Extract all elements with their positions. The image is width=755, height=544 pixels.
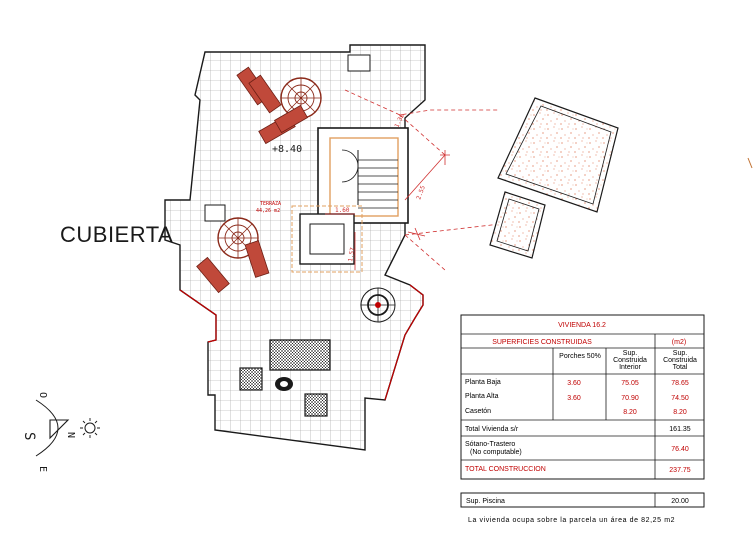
total-vivienda-value: 161.35	[669, 426, 691, 433]
dim-4: 1.30	[393, 112, 406, 129]
elevation-label: +8.40	[272, 144, 303, 155]
row-total: 74.50	[671, 395, 689, 402]
round-table	[361, 288, 395, 322]
row-label: Casetón	[465, 408, 492, 415]
edge-mark	[748, 158, 752, 168]
terrace-label: TERRAZA	[260, 201, 282, 207]
table-unit: (m2)	[671, 339, 687, 346]
header-total-3: Total	[672, 364, 688, 371]
chimney	[348, 55, 370, 71]
row-label: Planta Baja	[465, 379, 501, 386]
footnote: La vivienda ocupa sobre la parcela un área de 82,25 m2	[468, 517, 676, 524]
dim-1: 1.60	[335, 207, 350, 214]
total-vivienda-label: Total Vivienda s/r	[465, 426, 519, 433]
terrace-area: 44,26 m2	[256, 208, 281, 214]
detached-area-large	[498, 98, 618, 212]
header-total-2: Construida	[663, 357, 697, 364]
row-interior: 75.05	[621, 380, 639, 387]
surfaces-table	[461, 315, 704, 479]
row-interior: 8.20	[623, 409, 637, 416]
compass	[21, 392, 100, 472]
piscina-box	[461, 493, 704, 507]
sun-icon	[80, 418, 100, 438]
total-construccion-value: 237.75	[669, 467, 691, 474]
dim-2: 2.55	[415, 184, 427, 201]
row-porches: 3.60	[567, 380, 581, 387]
header-interior-1: Sup.	[622, 350, 638, 357]
header-interior-2: Construida	[613, 357, 647, 364]
row-total: 78.65	[671, 380, 689, 387]
table-subtitle: SUPERFICIES CONSTRUIDAS	[492, 339, 592, 346]
chimney	[205, 205, 225, 221]
row-total: 8.20	[673, 409, 687, 416]
plan-title: CUBIERTA	[60, 222, 174, 247]
sotano-note: (No computable)	[470, 449, 522, 456]
dim-3: 1.57	[347, 246, 357, 263]
piscina-label: Sup. Piscina	[466, 498, 505, 505]
total-construccion-label: TOTAL CONSTRUCCION	[465, 466, 546, 473]
compass-e: E	[37, 466, 48, 473]
compass-n: N	[65, 432, 76, 439]
sotano-label: Sótano-Trastero	[465, 441, 516, 448]
row-porches: 3.60	[567, 395, 581, 402]
table-title: VIVIENDA 16.2	[558, 322, 606, 329]
row-interior: 70.90	[621, 395, 639, 402]
staircase	[318, 128, 408, 223]
sotano-value: 76.40	[671, 446, 689, 453]
compass-s: S	[21, 432, 37, 441]
detached-area-small	[490, 192, 545, 258]
row-label: Planta Alta	[465, 393, 499, 400]
header-total-1: Sup.	[672, 350, 688, 357]
header-porches: Porches 50%	[559, 353, 601, 360]
header-interior-3: Interior	[619, 364, 641, 371]
compass-o: O	[37, 392, 48, 399]
piscina-value: 20.00	[671, 498, 689, 505]
